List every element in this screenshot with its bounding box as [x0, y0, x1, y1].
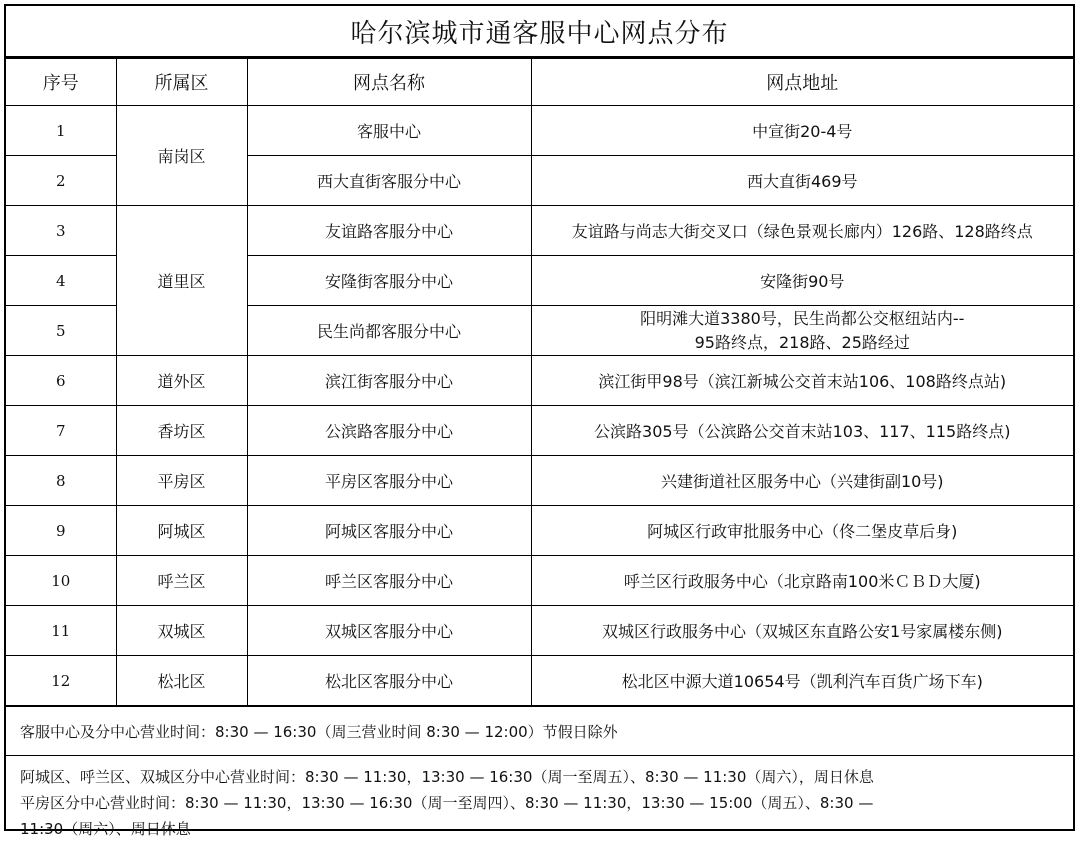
- header-name: 网点名称: [247, 59, 531, 106]
- row-no: 5: [6, 306, 116, 356]
- table-row: [6, 456, 1073, 506]
- row-address: 中宣街20-4号: [531, 106, 1073, 156]
- business-hours-notes: [6, 706, 1073, 842]
- table-row: [6, 506, 1073, 556]
- table-row: [6, 556, 1073, 606]
- row-address: [531, 306, 1073, 356]
- row-no: 6: [6, 356, 116, 406]
- row-name: 友谊路客服分中心: [247, 206, 531, 256]
- row-name: 民生尚都客服分中心: [247, 306, 531, 356]
- table-header-row: [6, 59, 1073, 106]
- row-no: 12: [6, 656, 116, 706]
- notes-main-hours: 客服中心及分中心营业时间：8:30 — 16:30（周三营业时间 8:30 — 12:00）节假日除外: [6, 707, 1073, 756]
- row-name: 安隆街客服分中心: [247, 256, 531, 306]
- row-name: 客服中心: [247, 106, 531, 156]
- row-name: 公滨路客服分中心: [247, 406, 531, 456]
- row-no: 11: [6, 606, 116, 656]
- outlet-table-frame: [4, 4, 1075, 838]
- outlet-table: [6, 58, 1073, 706]
- row-no: 4: [6, 256, 116, 306]
- table-row: [6, 206, 1073, 256]
- row-address: 阿城区行政审批服务中心（佟二堡皮草后身): [531, 506, 1073, 556]
- notes-line: 平房区分中心营业时间：8:30 — 11:30，13:30 — 16:30（周一至周四）、8:30 — 11:30，13:30 — 15:00（周五）、8:30 —: [20, 794, 874, 812]
- row-no: 8: [6, 456, 116, 506]
- row-address: 友谊路与尚志大街交叉口（绿色景观长廊内）126路、128路终点: [531, 206, 1073, 256]
- row-address: 双城区行政服务中心（双城区东直路公安1号家属楼东侧): [531, 606, 1073, 656]
- row-district: 香坊区: [116, 406, 247, 456]
- row-district: 南岗区: [116, 106, 247, 206]
- row-no: 7: [6, 406, 116, 456]
- row-district: 双城区: [116, 606, 247, 656]
- table-row: [6, 356, 1073, 406]
- row-address: 松北区中源大道10654号（凯利汽车百货广场下车): [531, 656, 1073, 706]
- row-address-line-2: 95路终点，218路、25路经过: [694, 332, 910, 352]
- header-no: 序号: [6, 59, 116, 106]
- row-no: 9: [6, 506, 116, 556]
- notes-line: 11:30（周六）、周日休息: [20, 820, 191, 838]
- row-district: 呼兰区: [116, 556, 247, 606]
- row-name: 西大直街客服分中心: [247, 156, 531, 206]
- row-district: 道外区: [116, 356, 247, 406]
- row-name: 阿城区客服分中心: [247, 506, 531, 556]
- row-no: 1: [6, 106, 116, 156]
- table-row: [6, 606, 1073, 656]
- row-district: 道里区: [116, 206, 247, 356]
- row-no: 2: [6, 156, 116, 206]
- row-name: 平房区客服分中心: [247, 456, 531, 506]
- header-address: 网点地址: [531, 59, 1073, 106]
- table-row: [6, 656, 1073, 706]
- row-address: 呼兰区行政服务中心（北京路南100米ＣＢＤ大厦): [531, 556, 1073, 606]
- notes-line: 阿城区、呼兰区、双城区分中心营业时间：8:30 — 11:30，13:30 — 16:30（周一至周五）、8:30 — 11:30（周六），周日休息: [20, 768, 874, 786]
- row-address-line-1: 阳明滩大道3380号，民生尚都公交枢纽站内--: [640, 308, 965, 328]
- row-name: 呼兰区客服分中心: [247, 556, 531, 606]
- table-row: [6, 106, 1073, 156]
- row-district: 阿城区: [116, 506, 247, 556]
- row-name: 滨江街客服分中心: [247, 356, 531, 406]
- notes-branch-hours: [6, 756, 1073, 842]
- header-district: 所属区: [116, 59, 247, 106]
- row-name: 松北区客服分中心: [247, 656, 531, 706]
- row-name: 双城区客服分中心: [247, 606, 531, 656]
- row-address: 安隆街90号: [531, 256, 1073, 306]
- row-address: 滨江街甲98号（滨江新城公交首末站106、108路终点站): [531, 356, 1073, 406]
- row-no: 3: [6, 206, 116, 256]
- row-address: 西大直街469号: [531, 156, 1073, 206]
- row-no: 10: [6, 556, 116, 606]
- row-address: 兴建街道社区服务中心（兴建街副10号): [531, 456, 1073, 506]
- row-district: 松北区: [116, 656, 247, 706]
- row-district: 平房区: [116, 456, 247, 506]
- page-title: 哈尔滨城市通客服中心网点分布: [6, 6, 1073, 58]
- row-address: 公滨路305号（公滨路公交首末站103、117、115路终点): [531, 406, 1073, 456]
- table-row: [6, 406, 1073, 456]
